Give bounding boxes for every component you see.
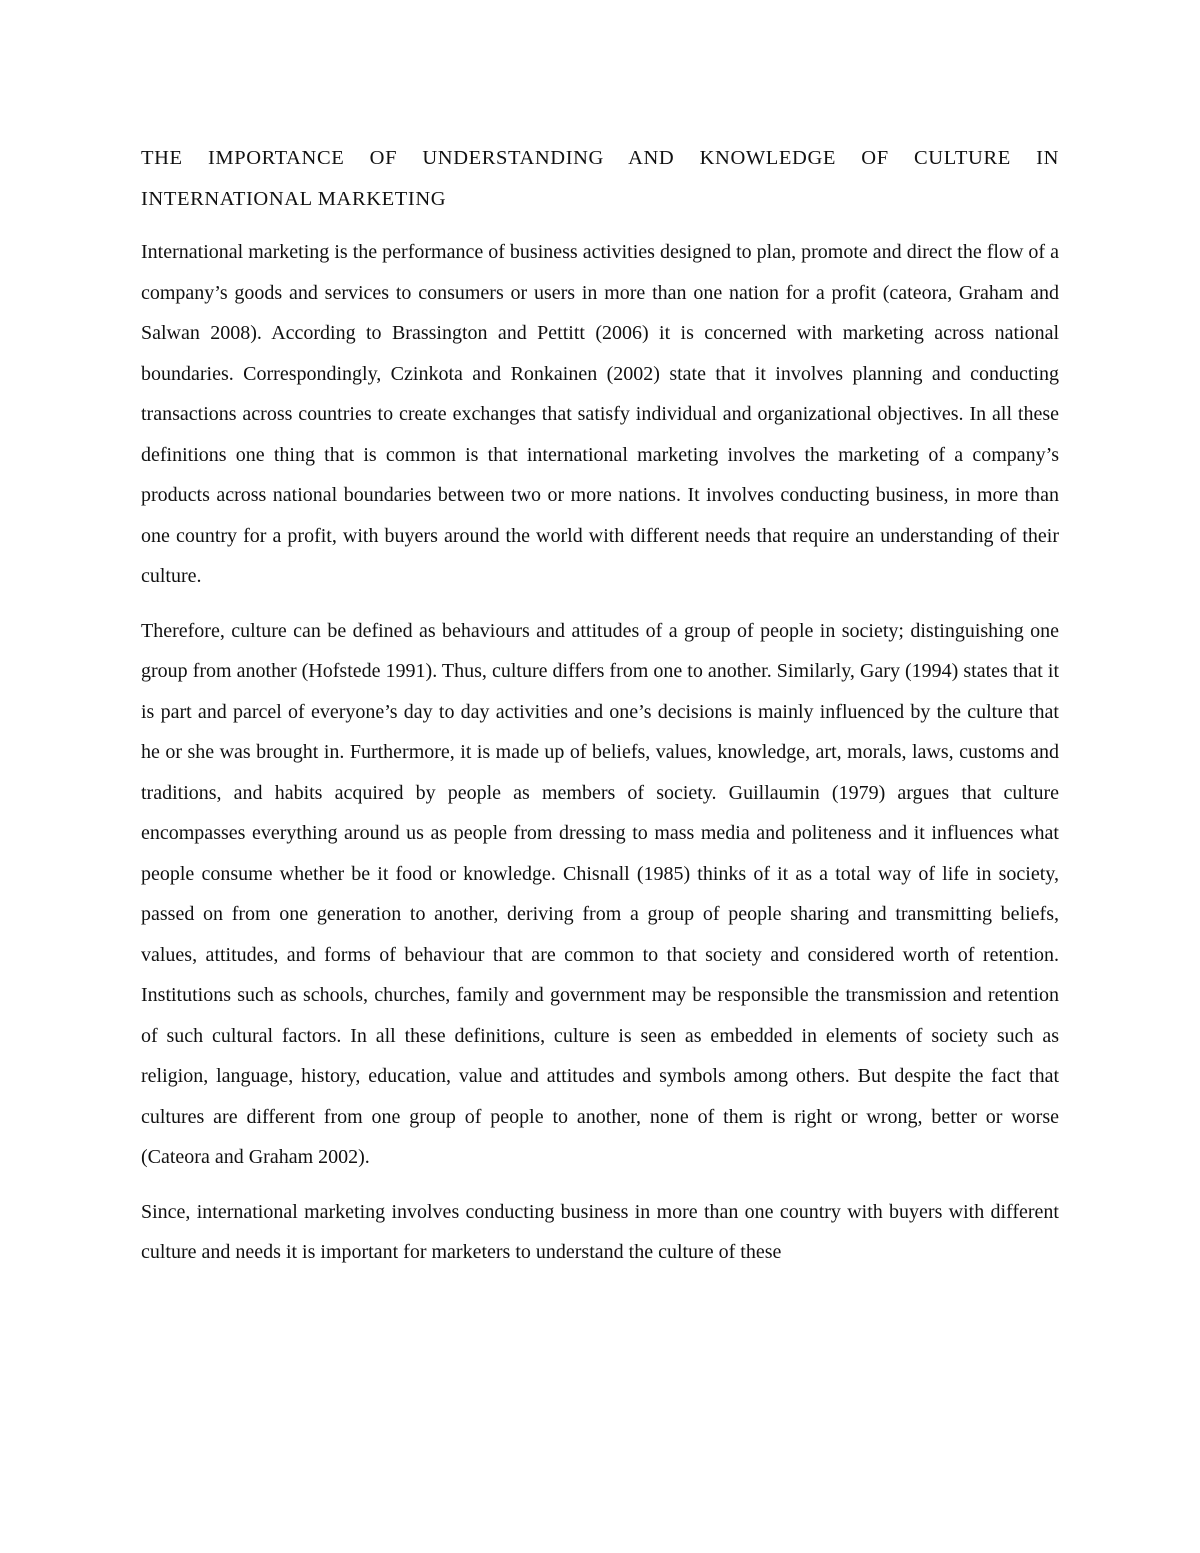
paragraph-importance: Since, international marketing involves conducting business in more than one country with buyers with different culture and needs it is important for marketers to understand the culture of these [141, 1200, 1059, 1264]
paragraph-definition-culture: Therefore, culture can be defined as behaviours and attitudes of a group of people in society; distinguishing one group from another (Hofstede 1991). Thus, culture differs from one to another. Similarly, Gary (1994) states that it is part and parcel of everyone’s day to day activities and one’s decisions is mainly influenced by the culture that he or she was brought in. Furthermore, it is made up of beliefs, values, knowledge, art, morals, laws, customs and traditions, and habits acquired by people as members of society. Guillaumin (1979) argues that culture encompasses everything around us as people from dressing to mass media and politeness and it influences what people consume whether be it food or knowledge. Chisnall (1985) thinks of it as a total way of life in society, passed on from one generation to another, deriving from a group of people sharing and transmitting beliefs, values, attitudes, and forms of behaviour that are common to that society and considered worth of retention. Institutions such as schools, churches, family and government may be responsible the transmission and retention of such cultural factors. In all these definitions, culture is seen as embedded in elements of society such as religion, language, history, education, value and attitudes and symbols among others. But despite the fact that cultures are different from one group of people to another, none of them is right or wrong, better or worse (Cateora and Graham 2002). [141, 619, 1059, 1169]
document-title: THE IMPORTANCE OF UNDERSTANDING AND KNOWLEDGE OF CULTURE IN INTERNATIONAL MARKETING [141, 147, 1059, 210]
document-page [141, 138, 1059, 1273]
paragraph-definition-international-marketing: International marketing is the performance of business activities designed to plan, promote and direct the flow of a company’s goods and services to consumers or users in more than one nation for a profit (cateora, Graham and Salwan 2008). According to Brassington and Pettitt (2006) it is concerned with marketing across national boundaries. Correspondingly, Czinkota and Ronkainen (2002) state that it involves planning and conducting transactions across countries to create exchanges that satisfy individual and organizational objectives. In all these definitions one thing that is common is that international marketing involves the marketing of a company’s products across national boundaries between two or more nations. It involves conducting business, in more than one country for a profit, with buyers around the world with different needs that require an understanding of their culture. [141, 241, 1059, 588]
